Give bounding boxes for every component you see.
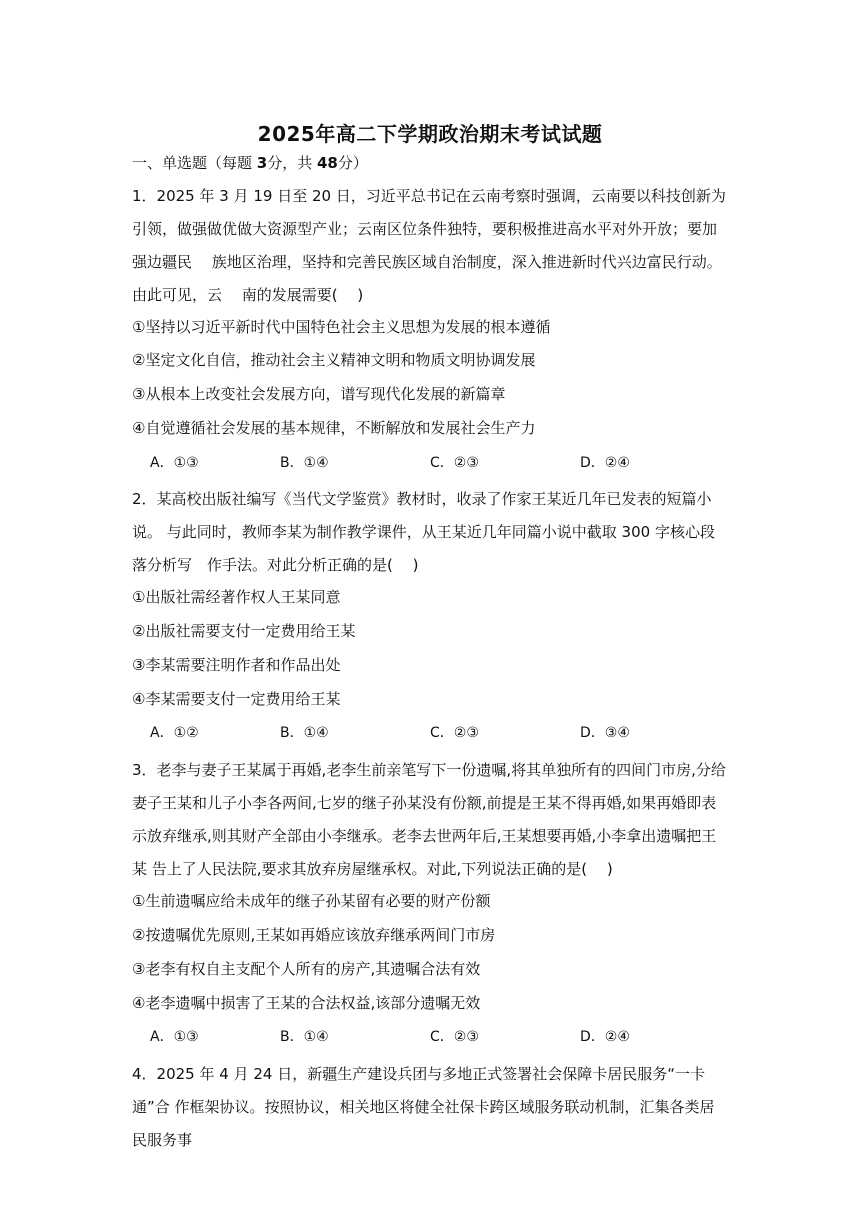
q3-choices bbox=[150, 1026, 710, 1046]
q3-choice-d: D．②④ bbox=[580, 1029, 630, 1045]
q2-choices bbox=[150, 722, 710, 742]
q3-option-3: ③老李有权自主支配个人所有的房产,其遗嘱合法有效 bbox=[132, 960, 481, 978]
q2-option-1: ①出版社需经著作权人王某同意 bbox=[132, 588, 341, 606]
q3-option-1: ①生前遗嘱应给未成年的继子孙某留有必要的财产份额 bbox=[132, 892, 491, 910]
q1-option-4: ④自觉遵循社会发展的基本规律，不断解放和发展社会生产力 bbox=[132, 419, 536, 437]
q1-choices bbox=[150, 452, 710, 472]
question-4-stem: 4．2025 年 4 月 24 日，新疆生产建设兵团与多地正式签署社会保障卡居民服务“一卡通”合 作框架协议。按照协议，相关地区将健全社保卡跨区域服务联动机制，汇集各类居民服务事 bbox=[132, 1065, 715, 1149]
q3-option-2: ②按遗嘱优先原则,王某如再婚应该放弃继承两间门市房 bbox=[132, 926, 496, 944]
question-2-stem: 2．某高校出版社编写《当代文学鉴赏》教材时，收录了作家王某近几年已发表的短篇小说。 与此同时，教师李某为制作教学课件，从王某近几年同篇小说中截取 300 字核心段落分析写 作手法。对此分析正确的是( ) bbox=[132, 490, 715, 574]
q3-choice-b: B．①④ bbox=[280, 1029, 329, 1045]
q1-option-2: ②坚定文化自信，推动社会主义精神文明和物质文明协调发展 bbox=[132, 351, 536, 369]
q1-choice-b: B．①④ bbox=[280, 455, 329, 471]
q3-choice-a: A．①③ bbox=[150, 1029, 199, 1045]
q2-choice-b: B．①④ bbox=[280, 725, 329, 741]
q2-option-4: ④李某需要支付一定费用给王某 bbox=[132, 690, 341, 708]
q3-option-4: ④老李遗嘱中损害了王某的合法权益,该部分遗嘱无效 bbox=[132, 994, 481, 1012]
q2-option-2: ②出版社需要支付一定费用给王某 bbox=[132, 622, 356, 640]
q1-choice-a: A．①③ bbox=[150, 455, 199, 471]
q2-choice-c: C．②③ bbox=[430, 725, 479, 741]
question-3-stem: 3．老李与妻子王某属于再婚,老李生前亲笔写下一份遗嘱,将其单独所有的四间门市房,分给 妻子王某和儿子小李各两间,七岁的继子孙某没有份额,前提是王某不得再婚,如果再婚即表 示放弃继承,则其财产全部由小李继承。老李去世两年后,王某想要再婚,小李拿出遗嘱把王某 告上了人民法院,要求其放弃房屋继承权。对此,下列说法正确的是( ) bbox=[132, 761, 737, 878]
q2-choice-a: A．①② bbox=[150, 725, 199, 741]
question-1-stem: 1．2025 年 3 月 19 日至 20 日，习近平总书记在云南考察时强调，云南要以科技创新为引领，做强做优做大资源型产业；云南区位条件独特，要积极推进高水平对外开放；要加强边疆民 族地区治理，坚持和完善民族区域自治制度，深入推进新时代兴边富民行动。由此可见，云 南的发展需要( ) bbox=[132, 187, 726, 304]
q3-choice-c: C．②③ bbox=[430, 1029, 479, 1045]
page-title: 2025年高二下学期政治期末考试试题 bbox=[257, 122, 603, 146]
q1-option-3: ③从根本上改变社会发展方向，谱写现代化发展的新篇章 bbox=[132, 385, 506, 403]
q2-option-3: ③李某需要注明作者和作品出处 bbox=[132, 656, 341, 674]
section-heading: 一、单选题（每题 3分，共 48分） bbox=[132, 154, 368, 172]
q1-choice-c: C．②③ bbox=[430, 455, 479, 471]
q1-option-1: ①坚持以习近平新时代中国特色社会主义思想为发展的根本遵循 bbox=[132, 318, 551, 336]
q2-choice-d: D．③④ bbox=[580, 725, 630, 741]
q1-choice-d: D．②④ bbox=[580, 455, 630, 471]
